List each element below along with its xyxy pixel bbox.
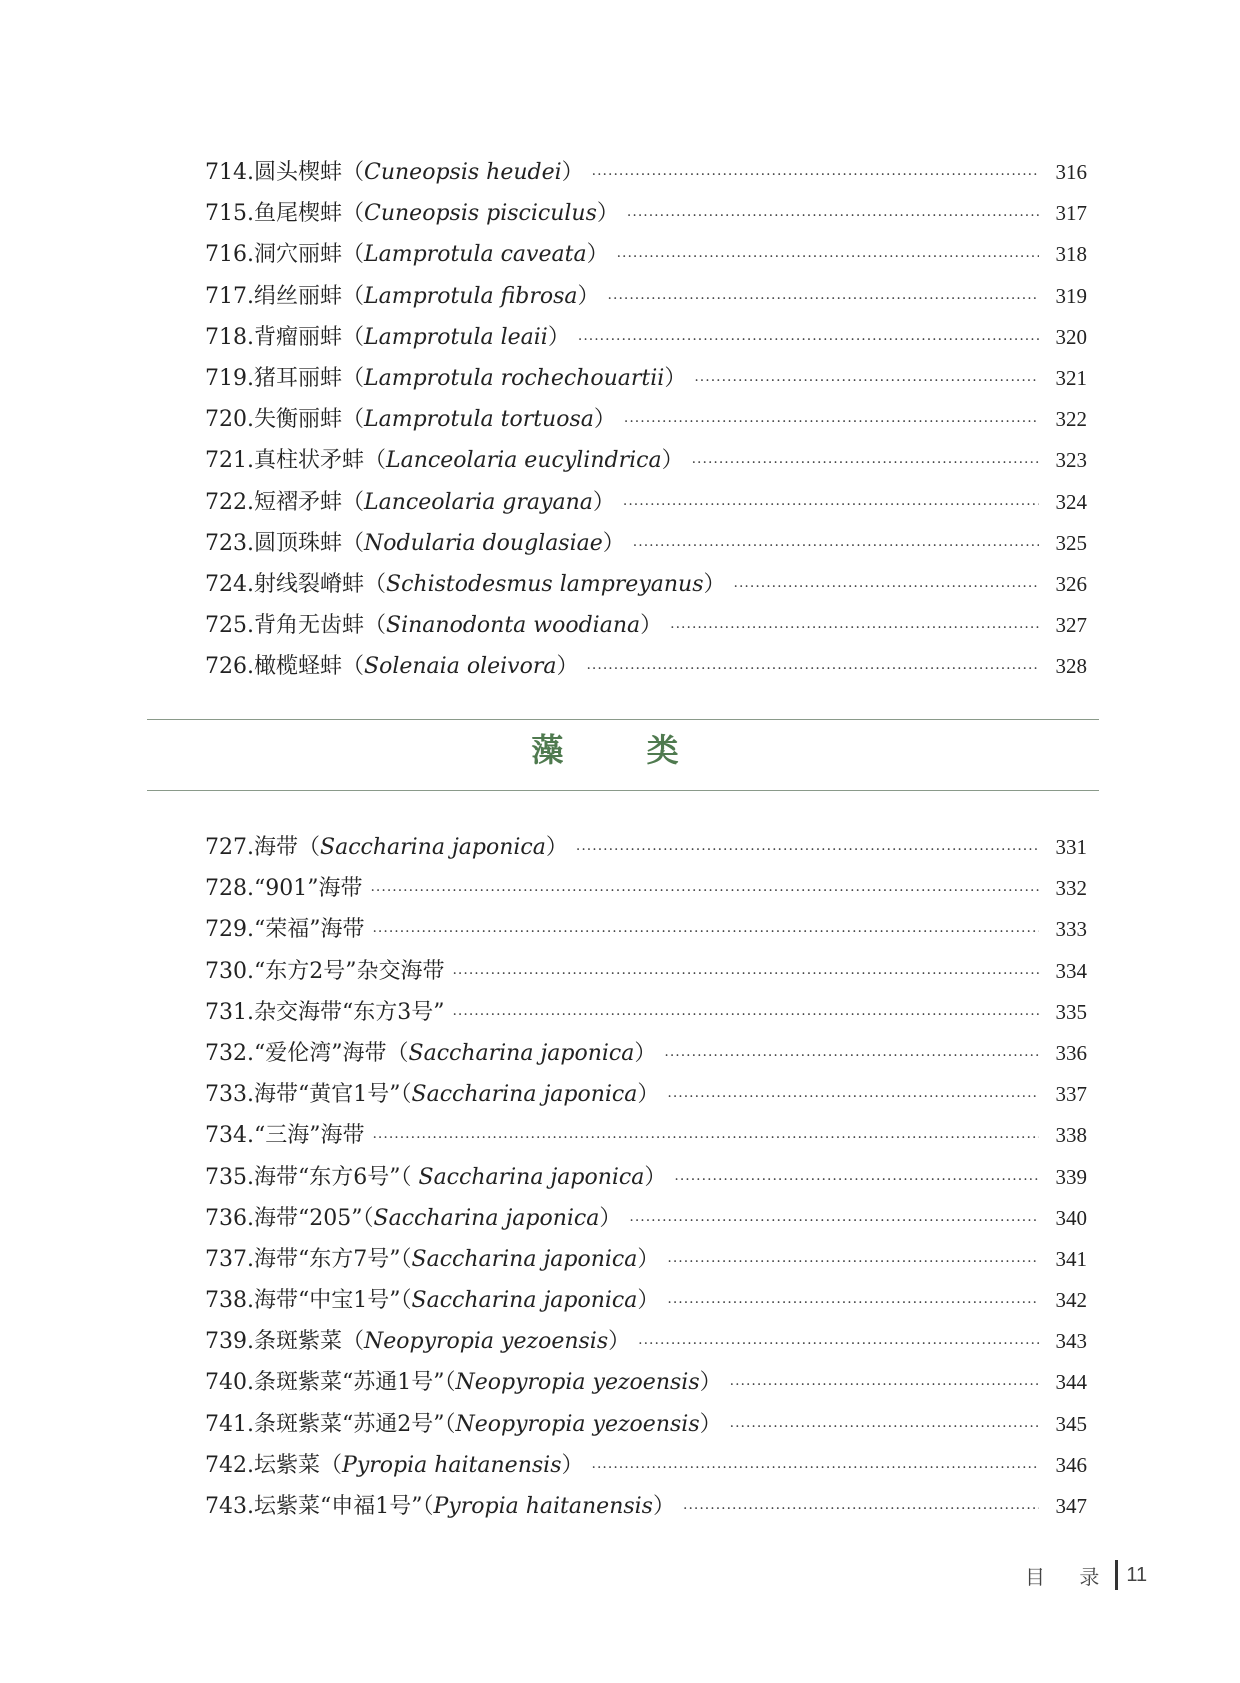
entry-page: 335 bbox=[1055, 999, 1087, 1024]
toc-entry[interactable] bbox=[205, 523, 1087, 564]
dot-leader bbox=[692, 443, 1039, 484]
entry-cn: 条斑紫菜“苏通2号” bbox=[253, 1411, 445, 1437]
entry-number: 719. bbox=[205, 365, 254, 391]
section-rule-bottom bbox=[147, 790, 1099, 791]
entry-number: 742. bbox=[205, 1452, 254, 1478]
entry-latin: Saccharina japonica bbox=[320, 835, 546, 860]
entry-cn: 绢丝丽蚌 bbox=[253, 283, 342, 309]
entry-page: 322 bbox=[1055, 407, 1087, 432]
entry-title bbox=[254, 868, 363, 909]
entry-number: 729. bbox=[205, 917, 254, 943]
toc-entry[interactable] bbox=[205, 152, 1087, 193]
page-number: 11 bbox=[1126, 1563, 1148, 1586]
entry-number: 732. bbox=[205, 1040, 254, 1066]
entry-latin: Saccharina japonica bbox=[373, 1205, 600, 1231]
entry-title: 条斑紫菜（Neopyropia yezoensis） bbox=[253, 1329, 631, 1355]
toc-entry[interactable] bbox=[205, 1280, 1087, 1321]
entry-number: 720. bbox=[205, 407, 254, 433]
dot-leader bbox=[452, 995, 1039, 1036]
toc-entry[interactable] bbox=[205, 482, 1087, 523]
entry-cn: “爱伦湾”海带 bbox=[253, 1040, 387, 1066]
toc-entry[interactable] bbox=[205, 605, 1087, 646]
entry-latin: Solenaia oleivora bbox=[364, 654, 557, 680]
dot-leader bbox=[592, 1448, 1039, 1489]
entry-title: 海带“205”（Saccharina japonica） bbox=[253, 1205, 622, 1231]
dot-leader bbox=[624, 402, 1039, 443]
entry-number: 722. bbox=[205, 489, 254, 515]
entry-title: 海带（Saccharina japonica） bbox=[253, 835, 568, 860]
dot-leader bbox=[730, 1365, 1039, 1406]
toc-entry[interactable] bbox=[205, 1074, 1087, 1115]
entry-latin: Nodularia douglasiae bbox=[364, 530, 603, 556]
entry-number: 743. bbox=[205, 1494, 254, 1519]
entry-title bbox=[254, 992, 445, 1033]
toc-entry[interactable] bbox=[205, 951, 1087, 992]
entry-cn: 海带“东方7号” bbox=[253, 1246, 401, 1272]
toc-entry[interactable] bbox=[205, 193, 1087, 234]
entry-title: 橄榄蛏蚌（Solenaia oleivora） bbox=[253, 654, 579, 680]
dot-leader bbox=[372, 1118, 1039, 1159]
toc-entry[interactable] bbox=[205, 868, 1087, 909]
entry-title: 坛紫菜“申福1号”（Pyropia haitanensis） bbox=[253, 1494, 675, 1519]
toc-entry[interactable] bbox=[205, 1404, 1087, 1445]
toc-entry[interactable] bbox=[205, 317, 1087, 358]
entry-title: 背瘤丽蚌（Lamprotula leaii） bbox=[253, 324, 570, 350]
dot-leader bbox=[623, 485, 1039, 526]
entry-latin: Lamprotula rochechouartii bbox=[364, 365, 665, 391]
entry-number: 725. bbox=[205, 613, 254, 639]
entry-latin: Lamprotula leaii bbox=[364, 324, 548, 350]
entry-cn: 真柱状矛蚌 bbox=[253, 448, 364, 474]
entry-page: 345 bbox=[1055, 1411, 1087, 1436]
entry-page: 323 bbox=[1055, 448, 1087, 473]
entry-cn: 条斑紫菜 bbox=[253, 1329, 342, 1355]
entry-number: 716. bbox=[205, 242, 254, 268]
entry-cn: 鱼尾楔蚌 bbox=[253, 201, 342, 227]
entry-cn: 射线裂嵴蚌 bbox=[253, 571, 364, 597]
dot-leader bbox=[633, 526, 1039, 567]
entry-number: 718. bbox=[205, 324, 254, 350]
toc-entry[interactable] bbox=[205, 909, 1087, 950]
entry-latin: Saccharina japonica bbox=[411, 1164, 645, 1190]
toc-list-bottom bbox=[205, 827, 1087, 1527]
dot-leader bbox=[694, 361, 1039, 402]
entry-number: 739. bbox=[205, 1329, 254, 1355]
entry-title: 背角无齿蚌（Sinanodonta woodiana） bbox=[253, 613, 663, 639]
page-footer bbox=[1025, 1560, 1147, 1590]
entry-cn: 海带“黄官1号” bbox=[253, 1082, 401, 1108]
entry-page: 331 bbox=[1055, 835, 1087, 859]
entry-cn: “901”海带 bbox=[253, 876, 363, 902]
section-rule-top bbox=[147, 719, 1099, 720]
toc-entry[interactable] bbox=[205, 646, 1087, 687]
entry-title bbox=[254, 909, 365, 950]
entry-latin: Neopyropia yezoensis bbox=[364, 1329, 609, 1355]
entry-latin: Sinanodonta woodiana bbox=[386, 613, 641, 639]
dot-leader bbox=[586, 649, 1039, 690]
entry-number: 721. bbox=[205, 448, 254, 474]
entry-number: 730. bbox=[205, 958, 254, 984]
dot-leader bbox=[674, 1160, 1039, 1201]
toc-entry[interactable] bbox=[205, 992, 1087, 1033]
entry-title: 海带“中宝1号”（Saccharina japonica） bbox=[253, 1288, 660, 1314]
entry-title: 猪耳丽蚌（Lamprotula rochechouartii） bbox=[253, 365, 687, 391]
entry-page: 328 bbox=[1055, 654, 1087, 679]
dot-leader bbox=[452, 954, 1039, 995]
entry-number: 717. bbox=[205, 283, 254, 309]
entry-cn: “三海”海带 bbox=[253, 1123, 365, 1149]
entry-number: 741. bbox=[205, 1411, 254, 1437]
toc-entry[interactable] bbox=[205, 1157, 1087, 1198]
entry-cn: 杂交海带“东方3号” bbox=[253, 999, 445, 1025]
entry-cn: 坛紫菜“申福1号” bbox=[253, 1494, 423, 1519]
entry-number: 736. bbox=[205, 1205, 254, 1231]
entry-page: 319 bbox=[1055, 283, 1087, 308]
entry-number: 734. bbox=[205, 1123, 254, 1149]
entry-number: 728. bbox=[205, 876, 254, 902]
entry-title: 海带“黄官1号”（Saccharina japonica） bbox=[253, 1082, 660, 1108]
dot-leader bbox=[608, 279, 1039, 320]
entry-latin: Cuneopsis pisciculus bbox=[364, 201, 597, 227]
entry-cn: “东方2号”杂交海带 bbox=[253, 958, 445, 984]
entry-cn: 海带“中宝1号” bbox=[253, 1288, 401, 1314]
entry-cn: 条斑紫菜“苏通1号” bbox=[253, 1370, 445, 1396]
entry-page: 347 bbox=[1055, 1494, 1087, 1518]
entry-latin: Saccharina japonica bbox=[408, 1040, 635, 1066]
dot-leader bbox=[576, 830, 1039, 871]
entry-page: 333 bbox=[1055, 917, 1087, 942]
toc-entry[interactable] bbox=[205, 399, 1087, 440]
dot-leader bbox=[372, 912, 1039, 953]
entry-title: 失衡丽蚌（Lamprotula tortuosa） bbox=[253, 407, 616, 433]
entry-cn: 圆顶珠蚌 bbox=[253, 530, 342, 556]
entry-cn: “荣福”海带 bbox=[253, 917, 365, 943]
dot-leader bbox=[667, 1283, 1039, 1324]
toc-entry[interactable] bbox=[205, 276, 1087, 317]
toc-entry[interactable] bbox=[205, 1445, 1087, 1486]
entry-latin: Saccharina japonica bbox=[411, 1082, 638, 1108]
toc-entry[interactable] bbox=[205, 1033, 1087, 1074]
entry-latin: Lanceolaria eucylindrica bbox=[386, 448, 662, 474]
entry-page: 317 bbox=[1055, 201, 1087, 226]
entry-page: 343 bbox=[1055, 1329, 1087, 1354]
dot-leader bbox=[667, 1077, 1039, 1118]
entry-page: 340 bbox=[1055, 1205, 1087, 1230]
toc-entry[interactable] bbox=[205, 1239, 1087, 1280]
dot-leader bbox=[592, 155, 1039, 196]
dot-leader bbox=[667, 1242, 1039, 1283]
entry-cn: 洞穴丽蚌 bbox=[253, 242, 342, 268]
entry-number: 735. bbox=[205, 1164, 254, 1190]
entry-cn: 失衡丽蚌 bbox=[253, 407, 342, 433]
entry-page: 339 bbox=[1055, 1164, 1087, 1189]
entry-page: 327 bbox=[1055, 613, 1087, 638]
entry-title: 短褶矛蚌（Lanceolaria grayana） bbox=[253, 489, 615, 515]
entry-title bbox=[254, 1115, 365, 1156]
entry-cn: 海带“东方6号” bbox=[253, 1164, 401, 1190]
entry-cn: 背角无齿蚌 bbox=[253, 613, 364, 639]
entry-latin: Lamprotula caveata bbox=[364, 242, 587, 268]
entry-page: 326 bbox=[1055, 571, 1087, 596]
dot-leader bbox=[578, 320, 1039, 361]
entry-title: 鱼尾楔蚌（Cuneopsis pisciculus） bbox=[253, 201, 619, 227]
toc-entry[interactable] bbox=[205, 440, 1087, 481]
dot-leader bbox=[370, 871, 1039, 912]
entry-number: 714. bbox=[205, 160, 254, 185]
toc-entry[interactable] bbox=[205, 1198, 1087, 1239]
entry-number: 724. bbox=[205, 571, 254, 597]
entry-cn: 坛紫菜 bbox=[253, 1452, 320, 1478]
entry-number: 738. bbox=[205, 1288, 254, 1314]
entry-number: 727. bbox=[205, 835, 254, 860]
entry-title: 圆头楔蚌（Cuneopsis heudei） bbox=[253, 160, 584, 185]
entry-cn: 短褶矛蚌 bbox=[253, 489, 342, 515]
entry-title: 绢丝丽蚌（Lamprotula fibrosa） bbox=[253, 283, 600, 309]
entry-page: 338 bbox=[1055, 1123, 1087, 1148]
entry-number: 733. bbox=[205, 1082, 254, 1108]
entry-number: 740. bbox=[205, 1370, 254, 1396]
dot-leader bbox=[730, 1407, 1039, 1448]
entry-title: 洞穴丽蚌（Lamprotula caveata） bbox=[253, 242, 609, 268]
dot-leader bbox=[670, 608, 1039, 649]
entry-title: “爱伦湾”海带（Saccharina japonica） bbox=[253, 1040, 657, 1066]
entry-title: 海带“东方6号”（ Saccharina japonica） bbox=[253, 1164, 667, 1190]
entry-page: 337 bbox=[1055, 1082, 1087, 1107]
dot-leader bbox=[638, 1324, 1039, 1365]
entry-latin: Lamprotula tortuosa bbox=[364, 407, 594, 433]
entry-title: 条斑紫菜“苏通1号”（Neopyropia yezoensis） bbox=[253, 1370, 722, 1396]
dot-leader bbox=[629, 1201, 1039, 1242]
entry-latin: Saccharina japonica bbox=[411, 1288, 638, 1314]
toc-entry[interactable] bbox=[205, 827, 1087, 868]
footer-divider bbox=[1115, 1560, 1118, 1590]
entry-title: 海带“东方7号”（Saccharina japonica） bbox=[253, 1246, 660, 1272]
entry-title: 条斑紫菜“苏通2号”（Neopyropia yezoensis） bbox=[253, 1411, 722, 1437]
entry-page: 334 bbox=[1055, 958, 1087, 983]
toc-entry[interactable] bbox=[205, 358, 1087, 399]
dot-leader bbox=[627, 196, 1039, 237]
entry-page: 321 bbox=[1055, 365, 1087, 390]
footer-label: 目 录 bbox=[1025, 1564, 1114, 1589]
entry-cn: 橄榄蛏蚌 bbox=[253, 654, 342, 680]
entry-page: 325 bbox=[1055, 530, 1087, 555]
entry-cn: 海带“205” bbox=[253, 1205, 363, 1231]
toc-entry[interactable] bbox=[205, 1321, 1087, 1362]
entry-latin: Neopyropia yezoensis bbox=[455, 1411, 700, 1437]
entry-number: 731. bbox=[205, 999, 254, 1025]
entry-page: 346 bbox=[1055, 1452, 1087, 1477]
entry-cn: 猪耳丽蚌 bbox=[253, 365, 342, 391]
entry-page: 320 bbox=[1055, 324, 1087, 349]
entry-cn: 圆头楔蚌 bbox=[253, 160, 342, 185]
entry-cn: 海带 bbox=[253, 835, 298, 860]
toc-entry[interactable] bbox=[205, 1486, 1087, 1527]
toc-entry[interactable] bbox=[205, 1115, 1087, 1156]
entry-title: 坛紫菜（Pyropia haitanensis） bbox=[253, 1452, 584, 1478]
dot-leader bbox=[683, 1489, 1039, 1530]
entry-page: 316 bbox=[1055, 160, 1087, 184]
section-title: 藻 类 bbox=[531, 731, 715, 769]
entry-latin: Saccharina japonica bbox=[411, 1246, 638, 1272]
dot-leader bbox=[734, 567, 1039, 608]
entry-number: 726. bbox=[205, 654, 254, 680]
entry-page: 344 bbox=[1055, 1370, 1087, 1395]
entry-number: 723. bbox=[205, 530, 254, 556]
entry-page: 332 bbox=[1055, 876, 1087, 901]
dot-leader bbox=[664, 1036, 1039, 1077]
entry-latin: Pyropia haitanensis bbox=[433, 1494, 653, 1519]
entry-latin: Schistodesmus lampreyanus bbox=[386, 571, 704, 597]
toc-entry[interactable] bbox=[205, 564, 1087, 605]
entry-page: 318 bbox=[1055, 242, 1087, 267]
entry-page: 341 bbox=[1055, 1246, 1087, 1271]
entry-number: 715. bbox=[205, 201, 254, 227]
entry-title: 射线裂嵴蚌（Schistodesmus lampreyanus） bbox=[253, 571, 726, 597]
toc-entry[interactable] bbox=[205, 234, 1087, 275]
dot-leader bbox=[617, 237, 1039, 278]
toc-list-top bbox=[205, 152, 1087, 687]
entry-page: 336 bbox=[1055, 1040, 1087, 1065]
entry-title: 真柱状矛蚌（Lanceolaria eucylindrica） bbox=[253, 448, 684, 474]
entry-latin: Lanceolaria grayana bbox=[364, 489, 593, 515]
entry-number: 737. bbox=[205, 1246, 254, 1272]
entry-latin: Cuneopsis heudei bbox=[364, 160, 562, 185]
entry-page: 324 bbox=[1055, 489, 1087, 514]
entry-latin: Neopyropia yezoensis bbox=[455, 1370, 700, 1396]
entry-cn: 背瘤丽蚌 bbox=[253, 324, 342, 350]
entry-page: 342 bbox=[1055, 1288, 1087, 1313]
entry-title: 圆顶珠蚌（Nodularia douglasiae） bbox=[253, 530, 625, 556]
entry-title bbox=[254, 951, 445, 992]
toc-entry[interactable] bbox=[205, 1362, 1087, 1403]
entry-latin: Pyropia haitanensis bbox=[342, 1452, 562, 1478]
entry-latin: Lamprotula fibrosa bbox=[364, 283, 578, 309]
